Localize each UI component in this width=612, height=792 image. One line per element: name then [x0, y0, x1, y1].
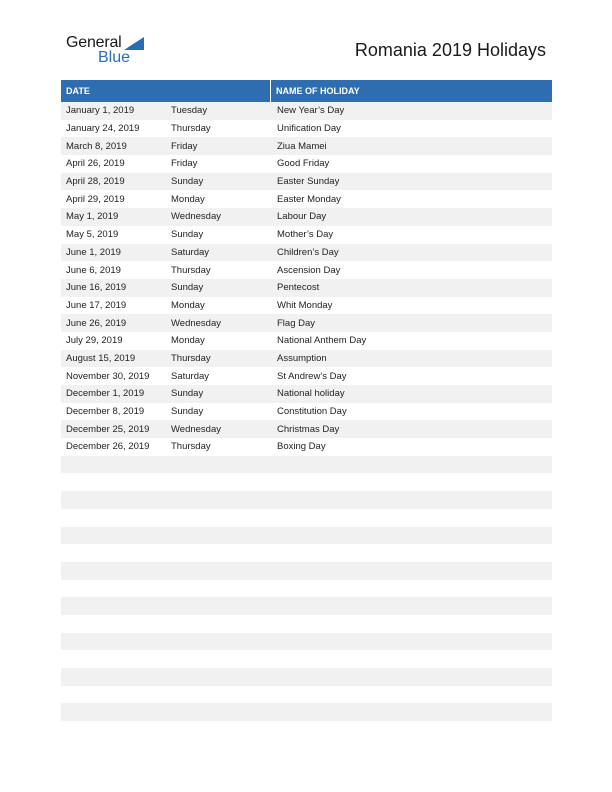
table-row	[61, 385, 552, 403]
date-cell: March 8, 2019	[66, 140, 127, 152]
holiday-name-cell: Flag Day	[277, 317, 316, 329]
table-body	[61, 102, 552, 721]
weekday-cell: Monday	[171, 299, 205, 311]
weekday-cell: Thursday	[171, 264, 211, 276]
empty-row	[61, 650, 552, 668]
date-cell: December 8, 2019	[66, 406, 145, 418]
table-row	[61, 279, 552, 297]
date-cell: April 28, 2019	[66, 176, 125, 188]
date-cell: December 26, 2019	[66, 441, 150, 453]
date-cell: June 26, 2019	[66, 317, 127, 329]
weekday-cell: Wednesday	[171, 423, 221, 435]
empty-row	[61, 473, 552, 491]
date-cell: April 29, 2019	[66, 193, 125, 205]
holiday-table	[61, 80, 552, 721]
table-row	[61, 438, 552, 456]
table-row	[61, 332, 552, 350]
date-cell: June 1, 2019	[66, 246, 121, 258]
weekday-cell: Thursday	[171, 123, 211, 135]
empty-row	[61, 491, 552, 509]
empty-row	[61, 615, 552, 633]
holiday-name-cell: Easter Monday	[277, 193, 341, 205]
holiday-name-cell: National holiday	[277, 388, 345, 400]
table-row	[61, 173, 552, 191]
holiday-name-cell: Ascension Day	[277, 264, 341, 276]
weekday-cell: Thursday	[171, 441, 211, 453]
holiday-name-cell: Good Friday	[277, 158, 330, 170]
date-cell: April 26, 2019	[66, 158, 125, 170]
holiday-name-cell: Pentecost	[277, 282, 320, 294]
table-row	[61, 350, 552, 368]
weekday-cell: Thursday	[171, 352, 211, 364]
holiday-name-cell: Mother’s Day	[277, 229, 334, 241]
weekday-cell: Wednesday	[171, 317, 221, 329]
holiday-name-cell: Children’s Day	[277, 246, 339, 258]
empty-row	[61, 668, 552, 686]
holiday-name-cell: New Year’s Day	[277, 105, 345, 117]
table-row	[61, 244, 552, 262]
holiday-name-cell: Ziua Mamei	[277, 140, 327, 152]
date-cell: December 25, 2019	[66, 423, 150, 435]
table-row	[61, 190, 552, 208]
date-cell: June 17, 2019	[66, 299, 127, 311]
weekday-cell: Monday	[171, 335, 205, 347]
date-cell: November 30, 2019	[66, 370, 150, 382]
header-date: DATE	[61, 80, 271, 102]
holiday-name-cell: Christmas Day	[277, 423, 340, 435]
empty-row	[61, 562, 552, 580]
weekday-cell: Sunday	[171, 176, 204, 188]
weekday-cell: Sunday	[171, 229, 204, 241]
date-cell: January 24, 2019	[66, 123, 140, 135]
date-cell: May 5, 2019	[66, 229, 119, 241]
table-row	[61, 137, 552, 155]
holiday-name-cell: Labour Day	[277, 211, 327, 223]
weekday-cell: Friday	[171, 140, 198, 152]
empty-row	[61, 544, 552, 562]
table-row	[61, 102, 552, 120]
weekday-cell: Sunday	[171, 406, 204, 418]
table-row	[61, 226, 552, 244]
weekday-cell: Monday	[171, 193, 205, 205]
holiday-name-cell: Unification Day	[277, 123, 341, 135]
header-name: NAME OF HOLIDAY	[276, 86, 360, 96]
date-cell: May 1, 2019	[66, 211, 119, 223]
date-cell: August 15, 2019	[66, 352, 136, 364]
holiday-name-cell: Assumption	[277, 352, 327, 364]
weekday-cell: Wednesday	[171, 211, 221, 223]
table-row	[61, 367, 552, 385]
date-cell: June 16, 2019	[66, 282, 127, 294]
table-row	[61, 120, 552, 138]
date-cell: June 6, 2019	[66, 264, 121, 276]
weekday-cell: Friday	[171, 158, 198, 170]
table-row	[61, 208, 552, 226]
empty-row	[61, 633, 552, 651]
weekday-cell: Tuesday	[171, 105, 208, 117]
logo-text-general: General	[66, 34, 122, 51]
date-cell: December 1, 2019	[66, 388, 145, 400]
holiday-name-cell: St Andrew’s Day	[277, 370, 347, 382]
holiday-name-cell: Boxing Day	[277, 441, 326, 453]
holiday-name-cell: Easter Sunday	[277, 176, 340, 188]
page-title: Romania 2019 Holidays	[354, 40, 546, 60]
table-row	[61, 155, 552, 173]
table-row	[61, 297, 552, 315]
empty-row	[61, 580, 552, 598]
empty-row	[61, 686, 552, 704]
empty-row	[61, 703, 552, 721]
holiday-name-cell: Whit Monday	[277, 299, 333, 311]
date-cell: January 1, 2019	[66, 105, 135, 117]
holiday-name-cell: National Anthem Day	[277, 335, 367, 347]
general-blue-logo	[66, 34, 156, 68]
empty-row	[61, 597, 552, 615]
holiday-name-cell: Constitution Day	[277, 406, 347, 418]
weekday-cell: Sunday	[171, 282, 204, 294]
empty-row	[61, 456, 552, 474]
weekday-cell: Sunday	[171, 388, 204, 400]
logo-text-blue: Blue	[98, 49, 131, 66]
table-row	[61, 314, 552, 332]
date-cell: July 29, 2019	[66, 335, 123, 347]
table-row	[61, 403, 552, 421]
empty-row	[61, 527, 552, 545]
weekday-cell: Saturday	[171, 370, 210, 382]
table-row	[61, 261, 552, 279]
table-header	[61, 80, 552, 102]
table-row	[61, 420, 552, 438]
empty-row	[61, 509, 552, 527]
weekday-cell: Saturday	[171, 246, 210, 258]
